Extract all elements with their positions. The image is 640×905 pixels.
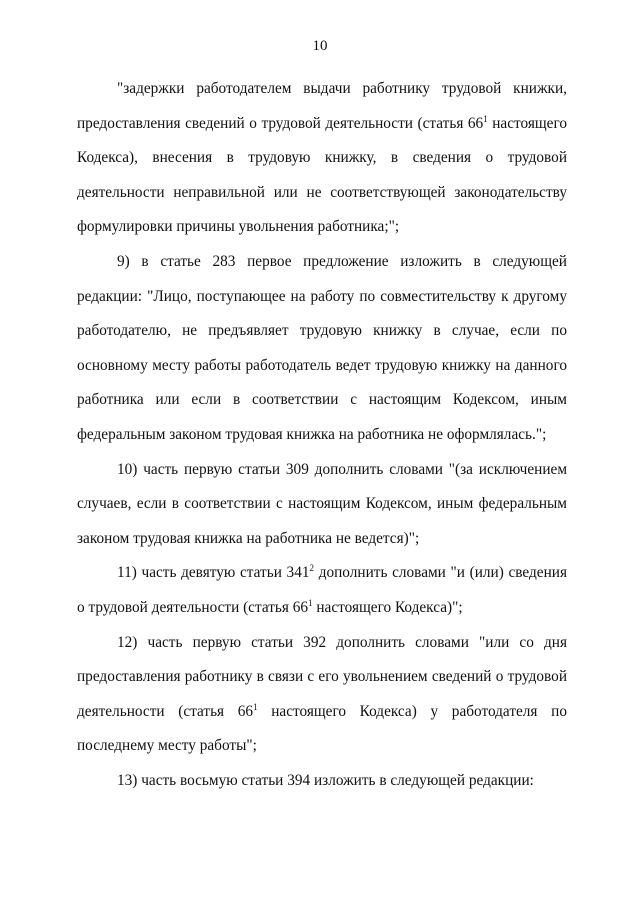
text-run: "задержки работодателем выдачи работнику трудовой книжки, предоставления сведений о трудовой деятельности (статья 66 bbox=[77, 80, 567, 132]
text-run: настоящего Кодекса), внесения в трудовую книжку, в сведения о трудовой деятельности неправильной или не соответствующей законодательству формулировки причины увольнения работника;"; bbox=[77, 114, 567, 236]
paragraph-quote-delays bbox=[77, 72, 567, 245]
superscript: 1 bbox=[253, 701, 258, 712]
page-number: 10 bbox=[312, 38, 328, 54]
text-run: 10) часть первую статьи 309 дополнить словами "(за исключением случаев, если в соответствии с настоящим Кодексом, иным федеральным законом трудовая книжка на работника не ведется)"; bbox=[77, 460, 567, 547]
paragraph-item-12 bbox=[77, 626, 567, 764]
superscript: 2 bbox=[309, 563, 315, 574]
text-run: 11) часть девятую статьи 341 bbox=[117, 564, 310, 582]
text-run: настоящего Кодекса) у работодателя по последнему месту работы"; bbox=[77, 702, 567, 755]
paragraph-item-10 bbox=[77, 453, 567, 557]
paragraph-item-9 bbox=[77, 245, 567, 453]
text-run: настоящего Кодекса)"; bbox=[312, 598, 463, 616]
text-run: 9) в статье 283 первое предложение изложить в следующей редакции: "Лицо, поступающее на работу по совместительству к другому работодателю, не предъявляет трудовую книжку в случае, если по основному месту работы работодатель ведет трудовую книжку на данного работника или если в соответствии с настоящим Кодексом, иным федеральным законом трудовая книжка на работника не оформлялась."; bbox=[77, 252, 567, 443]
text-run: дополнить словами "и (или) сведения о трудовой деятельности (статья 66 bbox=[77, 564, 568, 616]
superscript: 1 bbox=[483, 113, 488, 124]
paragraph-item-11 bbox=[77, 556, 567, 625]
superscript: 1 bbox=[308, 597, 313, 608]
document-body bbox=[77, 72, 567, 798]
paragraph-item-13 bbox=[77, 764, 567, 799]
text-run: 12) часть первую статьи 392 дополнить словами "или со дня предоставления работнику в связи с его увольнением сведений о трудовой деятельности (статья 66 bbox=[77, 633, 567, 720]
text-run: 13) часть восьмую статьи 394 изложить в следующей редакции: bbox=[117, 771, 534, 789]
